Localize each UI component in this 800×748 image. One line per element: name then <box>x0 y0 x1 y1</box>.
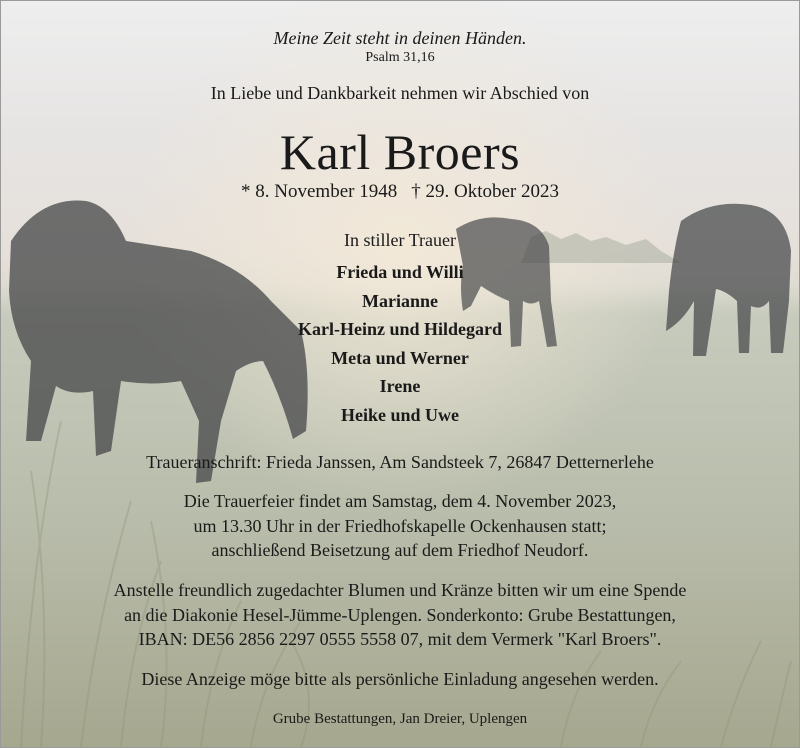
mourner: Karl-Heinz und Hildegard <box>297 319 502 340</box>
mourner: Irene <box>379 376 421 397</box>
mourner: Heike und Uwe <box>340 404 459 425</box>
donation-line: an die Diakonie Hesel-Jümme-Uplengen. Sonderkonto: Grube Bestattungen, <box>124 604 676 625</box>
funeral-line: anschließend Beisetzung auf dem Friedhof Neudorf. <box>211 540 589 560</box>
bible-motto: Meine Zeit steht in deinen Händen. <box>273 28 527 48</box>
mourning-intro: In stiller Trauer <box>344 230 456 250</box>
mourner: Meta und Werner <box>331 347 469 368</box>
undertaker-credit: Grube Bestattungen, Jan Dreier, Uplengen <box>272 711 528 727</box>
funeral-details <box>1 489 799 563</box>
birth-date: * 8. November 1948 <box>241 181 398 202</box>
mourners-list <box>1 258 799 430</box>
deceased-name: Karl Broers <box>279 124 521 180</box>
mourner: Marianne <box>362 290 438 311</box>
notice-text <box>1 1 799 747</box>
farewell-intro: In Liebe und Dankbarkeit nehmen wir Abschied von <box>210 83 590 103</box>
invitation-note: Diese Anzeige möge bitte als persönliche Einladung angesehen werden. <box>141 669 659 689</box>
life-dates <box>1 181 799 203</box>
mourner: Frieda und Willi <box>336 262 464 282</box>
death-date: † 29. Oktober 2023 <box>411 181 559 202</box>
donation-line: Anstelle freundlich zugedachter Blumen und Kränze bitten wir um eine Spende <box>113 580 687 600</box>
mourning-address: Traueranschrift: Frieda Janssen, Am Sandsteek 7, 26847 Detternerlehe <box>146 452 654 472</box>
funeral-line: um 13.30 Uhr in der Friedhofskapelle Ockenhausen statt; <box>193 515 607 536</box>
funeral-line: Die Trauerfeier findet am Samstag, dem 4. November 2023, <box>183 491 617 511</box>
donation-request <box>1 578 799 652</box>
donation-line: IBAN: DE56 2856 2297 0555 5558 07, mit dem Vermerk "Karl Broers". <box>138 629 662 649</box>
bible-verse-reference: Psalm 31,16 <box>365 50 435 65</box>
